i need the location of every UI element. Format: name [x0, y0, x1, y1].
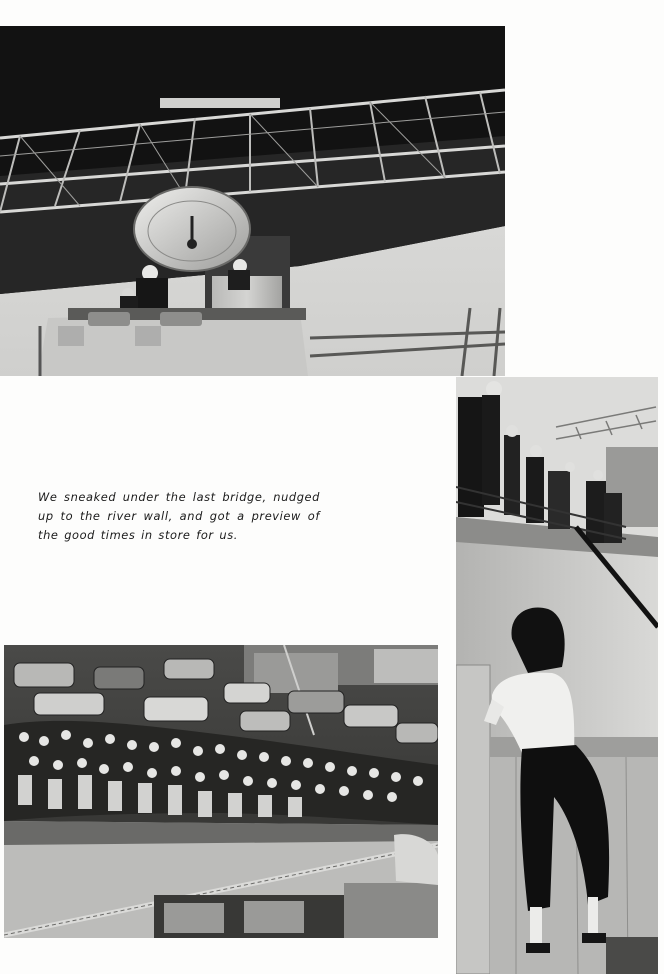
ship-bridge-photo-art [0, 26, 505, 376]
woman-wall-photo-art [456, 377, 658, 974]
photo-ship-under-bridge [0, 26, 505, 376]
photo-caption: We sneaked under the last bridge, nudged up to the river wall, and got a preview of the good times in store for us. [38, 490, 320, 542]
photo-crowd-on-pier [4, 645, 438, 938]
crowd-pier-photo-art [4, 645, 438, 938]
photo-woman-at-river-wall [456, 377, 658, 974]
